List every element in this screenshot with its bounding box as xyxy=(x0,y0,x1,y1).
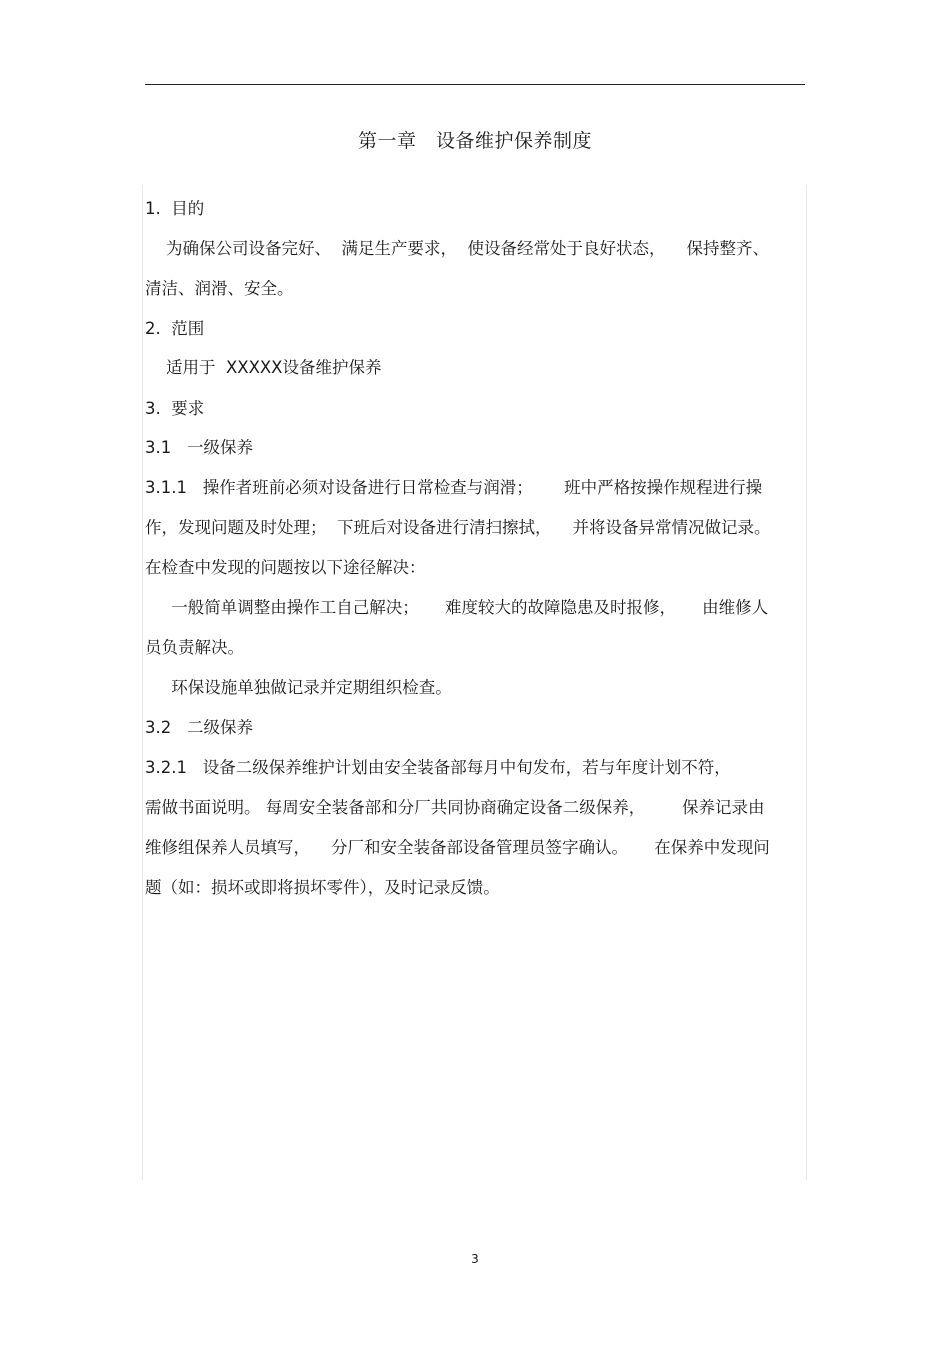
left-margin-line xyxy=(142,185,143,1180)
subsection-heading-level2: 3.2 二级保养 xyxy=(145,718,253,737)
subsection-heading-level1: 3.1 一级保养 xyxy=(145,438,253,457)
body-line: 需做书面说明。 每周安全装备部和分厂共同协商确定设备二级保养， 保养记录由 xyxy=(145,798,765,817)
page-number: 3 xyxy=(471,1252,479,1266)
right-margin-line xyxy=(806,185,807,1180)
body-line: 3.1.1 操作者班前必须对设备进行日常检查与润滑； 班中严格按操作规程进行操 xyxy=(145,478,763,497)
body-line: 3.2.1 设备二级保养维护计划由安全装备部每月中旬发布，若与年度计划不符， xyxy=(145,758,731,777)
section-heading-scope: 2. 范围 xyxy=(145,319,205,338)
body-line: 清洁、润滑、安全。 xyxy=(145,279,294,298)
chapter-title: 第一章 设备维护保养制度 xyxy=(357,130,593,152)
body-line: 为确保公司设备完好、 满足生产要求， 使设备经常处于良好状态， 保持整齐、 xyxy=(145,239,769,258)
body-line: 在检查中发现的问题按以下途径解决： xyxy=(145,558,426,577)
section-heading-purpose: 1. 目的 xyxy=(145,199,205,218)
body-line: 题（如：损坏或即将损坏零件），及时记录反馈。 xyxy=(145,878,500,897)
section-heading-requirements: 3. 要求 xyxy=(145,399,205,418)
body-line: 适用于 XXXXX设备维护保养 xyxy=(145,358,382,377)
body-line: 环保设施单独做记录并定期组织检查。 xyxy=(145,678,452,697)
body-line: 员负责解决。 xyxy=(145,638,244,657)
body-line: 一般简单调整由操作工自己解决； 难度较大的故障隐患及时报修， 由维修人 xyxy=(145,598,769,617)
body-line: 维修组保养人员填写， 分厂和安全装备部设备管理员签字确认。 在保养中发现问 xyxy=(145,838,770,857)
body-line: 作，发现问题及时处理； 下班后对设备进行清扫擦拭， 并将设备异常情况做记录。 xyxy=(145,518,771,537)
header-rule xyxy=(145,84,805,85)
